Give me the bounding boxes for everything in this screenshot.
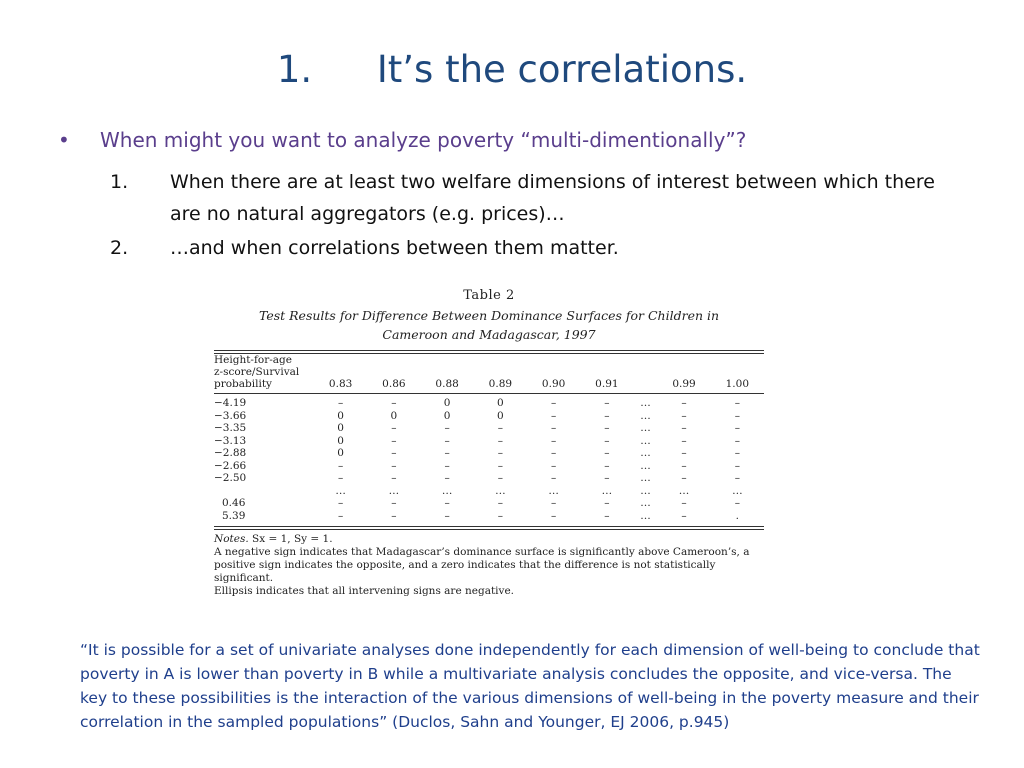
notes-line: Ellipsis indicates that all intervening signs are negative. bbox=[214, 585, 515, 597]
table-cell: 0 bbox=[497, 397, 504, 410]
title-text: It’s the correlations. bbox=[376, 48, 748, 91]
table-caption: Test Results for Difference Between Dominance Surfaces for Children in Cameroon and Madagascar, 1997 bbox=[258, 308, 720, 342]
table-cell: … bbox=[678, 484, 690, 497]
table-cell: – bbox=[681, 422, 687, 435]
table-cell: 0 bbox=[337, 447, 344, 460]
table-cell: – bbox=[444, 497, 450, 510]
table-title: Table 2 bbox=[463, 288, 515, 303]
table-cell: 0 bbox=[337, 422, 344, 435]
table-body bbox=[214, 397, 764, 522]
table-cell: – bbox=[551, 509, 557, 522]
table-cell: – bbox=[551, 422, 557, 435]
table-cell: … bbox=[640, 484, 651, 497]
table-row bbox=[214, 435, 764, 448]
table-cell: – bbox=[681, 434, 687, 447]
table-cell: – bbox=[497, 422, 503, 435]
table-cell: 0 bbox=[390, 409, 398, 422]
table-cell: … bbox=[548, 484, 559, 497]
column-header: 0.83 bbox=[328, 378, 353, 390]
table-cell: – bbox=[734, 472, 740, 485]
table-cell: – bbox=[734, 397, 740, 410]
table-cell: – bbox=[604, 422, 610, 435]
table-cell: – bbox=[551, 397, 557, 410]
main-bullet bbox=[58, 128, 998, 152]
table-cell: – bbox=[551, 409, 557, 422]
table-cell: 0 bbox=[337, 434, 344, 447]
table-cell: – bbox=[734, 447, 740, 460]
header-label-line: Height-for-age bbox=[214, 354, 292, 366]
table-cell: – bbox=[444, 472, 450, 485]
table-cell: . bbox=[735, 509, 739, 522]
table-cell: – bbox=[551, 472, 557, 485]
sub-list bbox=[110, 166, 970, 264]
table-row bbox=[214, 472, 764, 485]
table-cell: – bbox=[338, 497, 344, 510]
table-cell: – bbox=[338, 459, 344, 472]
table-cell: – bbox=[551, 459, 557, 472]
table-cell: – bbox=[551, 434, 557, 447]
table-cell: … bbox=[640, 397, 651, 410]
table-cell: – bbox=[734, 434, 740, 447]
table-cell: … bbox=[640, 422, 651, 435]
header-rule bbox=[214, 393, 764, 394]
column-header: 1.00 bbox=[725, 378, 750, 390]
table-cell: – bbox=[444, 422, 450, 435]
table-cell: – bbox=[604, 472, 610, 485]
table-row bbox=[214, 460, 764, 473]
table-header-row bbox=[214, 354, 764, 390]
table-notes bbox=[214, 533, 764, 598]
table-cell: – bbox=[497, 434, 503, 447]
row-label: −3.66 bbox=[214, 409, 247, 422]
quote-text: “It is possible for a set of univariate analyses done independently for each dimension of well-being to conclude that poverty in A is lower than poverty in B while a multivariate analysis concludes the opposite, and vice-versa. The key to these possibilities is the interaction of the various dimensions of well-being in the poverty measure and their correlation in the sampled populations” (Duclos, Sahn and Younger, EJ 2006, p.945) bbox=[80, 641, 980, 731]
table-cell: – bbox=[444, 447, 450, 460]
table-cell: … bbox=[335, 484, 346, 497]
table-cell: – bbox=[681, 459, 687, 472]
table-cell: 0 bbox=[337, 409, 344, 422]
bullet-text: When might you want to analyze poverty “multi-dimentionally”? bbox=[100, 128, 747, 152]
table-cell: – bbox=[444, 459, 450, 472]
header-label bbox=[214, 354, 314, 390]
table-cell: – bbox=[391, 434, 397, 447]
table-cell: – bbox=[734, 459, 740, 472]
header-label-line: z-score/Survival bbox=[214, 366, 300, 378]
table-cell: … bbox=[640, 409, 651, 422]
table-cell: – bbox=[551, 447, 557, 460]
table-cell: – bbox=[681, 472, 687, 485]
row-label: −2.66 bbox=[214, 459, 247, 472]
column-header: 0.91 bbox=[595, 378, 619, 390]
table-cell: – bbox=[497, 472, 503, 485]
table-cell: – bbox=[604, 509, 610, 522]
slide-title bbox=[0, 48, 1024, 91]
row-label: 0.46 bbox=[222, 497, 246, 510]
table-cell: – bbox=[604, 447, 610, 460]
table-row bbox=[214, 485, 764, 498]
table-cell: – bbox=[734, 422, 740, 435]
table-cell: – bbox=[681, 397, 687, 410]
data-table bbox=[214, 354, 764, 522]
table-cell: 0 bbox=[443, 409, 451, 422]
table-cell: – bbox=[681, 497, 687, 510]
sub-item-text: …and when correlations between them matter. bbox=[170, 237, 619, 259]
table-cell: – bbox=[734, 497, 740, 510]
row-label: −3.35 bbox=[214, 422, 247, 435]
table-cell: – bbox=[338, 397, 344, 410]
table-cell: … bbox=[640, 497, 651, 510]
table-cell: – bbox=[497, 509, 503, 522]
column-header: 0.99 bbox=[672, 378, 696, 390]
header-label-line: probability bbox=[214, 378, 272, 390]
table-cell: … bbox=[732, 484, 743, 497]
table-cell: … bbox=[601, 484, 613, 497]
bullet-marker: • bbox=[58, 128, 70, 152]
table-cell: … bbox=[441, 484, 453, 497]
column-header: 0.88 bbox=[435, 378, 459, 390]
table-cell: – bbox=[604, 397, 610, 410]
table-cell: – bbox=[391, 459, 397, 472]
table-cell: – bbox=[604, 434, 610, 447]
table-cell: – bbox=[497, 497, 503, 510]
table-cell: … bbox=[640, 434, 651, 447]
table-cell: – bbox=[391, 447, 397, 460]
table-cell: … bbox=[640, 447, 651, 460]
table-cell: … bbox=[495, 484, 506, 497]
table-cell: – bbox=[444, 509, 450, 522]
column-header: 0.86 bbox=[382, 378, 406, 390]
table-cell: – bbox=[604, 459, 610, 472]
table-row bbox=[214, 497, 764, 510]
row-label bbox=[214, 485, 314, 498]
sub-item-text: When there are at least two welfare dimensions of interest between which there are no natural aggregators (e.g. prices)… bbox=[170, 171, 935, 225]
row-label: −2.88 bbox=[214, 447, 247, 460]
table-cell: – bbox=[497, 459, 503, 472]
row-label: −2.50 bbox=[214, 472, 247, 485]
table-cell: – bbox=[497, 447, 503, 460]
column-header: 0.89 bbox=[488, 378, 513, 390]
table-row bbox=[214, 422, 764, 435]
notes-params: Sx = 1, Sy = 1. bbox=[248, 533, 333, 545]
table-cell: – bbox=[551, 497, 557, 510]
table-cell: … bbox=[640, 509, 651, 522]
table-cell: – bbox=[444, 434, 450, 447]
table-cell: … bbox=[640, 459, 651, 472]
sub-item-2 bbox=[110, 232, 970, 264]
table-cell: 0 bbox=[443, 397, 451, 410]
sub-item-number: 2. bbox=[110, 237, 129, 259]
table-cell: – bbox=[681, 447, 687, 460]
table-cell: – bbox=[338, 472, 344, 485]
table-row bbox=[214, 397, 764, 410]
table-cell: … bbox=[388, 484, 400, 497]
table-cell: – bbox=[391, 509, 397, 522]
table-row bbox=[214, 510, 764, 523]
column-header: 0.90 bbox=[541, 378, 566, 390]
table-cell: – bbox=[391, 422, 397, 435]
row-label: −3.13 bbox=[214, 434, 247, 447]
table-cell: – bbox=[391, 397, 397, 410]
row-label: 5.39 bbox=[222, 509, 246, 522]
row-label: −4.19 bbox=[214, 397, 247, 410]
table-cell: – bbox=[604, 409, 610, 422]
table-cell: – bbox=[681, 409, 687, 422]
table-cell: … bbox=[640, 472, 651, 485]
table-cell: 0 bbox=[497, 409, 504, 422]
table-image bbox=[214, 288, 764, 598]
table-cell: – bbox=[734, 409, 740, 422]
table-row bbox=[214, 447, 764, 460]
sub-item-number: 1. bbox=[110, 171, 129, 193]
notes-line: A negative sign indicates that Madagascar’s dominance surface is significantly above Cameroon’s, a positive sign indicates the opposite, and a zero indicates that the difference is not statistically significant. bbox=[214, 546, 750, 584]
table-cell: – bbox=[681, 509, 687, 522]
column-header bbox=[634, 354, 658, 390]
notes-lead: Notes. bbox=[214, 533, 249, 545]
title-number: 1. bbox=[276, 48, 313, 91]
sub-item-1 bbox=[110, 166, 970, 230]
table-cell: – bbox=[391, 472, 397, 485]
table-cell: – bbox=[604, 497, 610, 510]
table-cell: – bbox=[338, 509, 344, 522]
table-row bbox=[214, 410, 764, 423]
table-cell: – bbox=[391, 497, 397, 510]
table-bottom-rule bbox=[214, 526, 764, 530]
